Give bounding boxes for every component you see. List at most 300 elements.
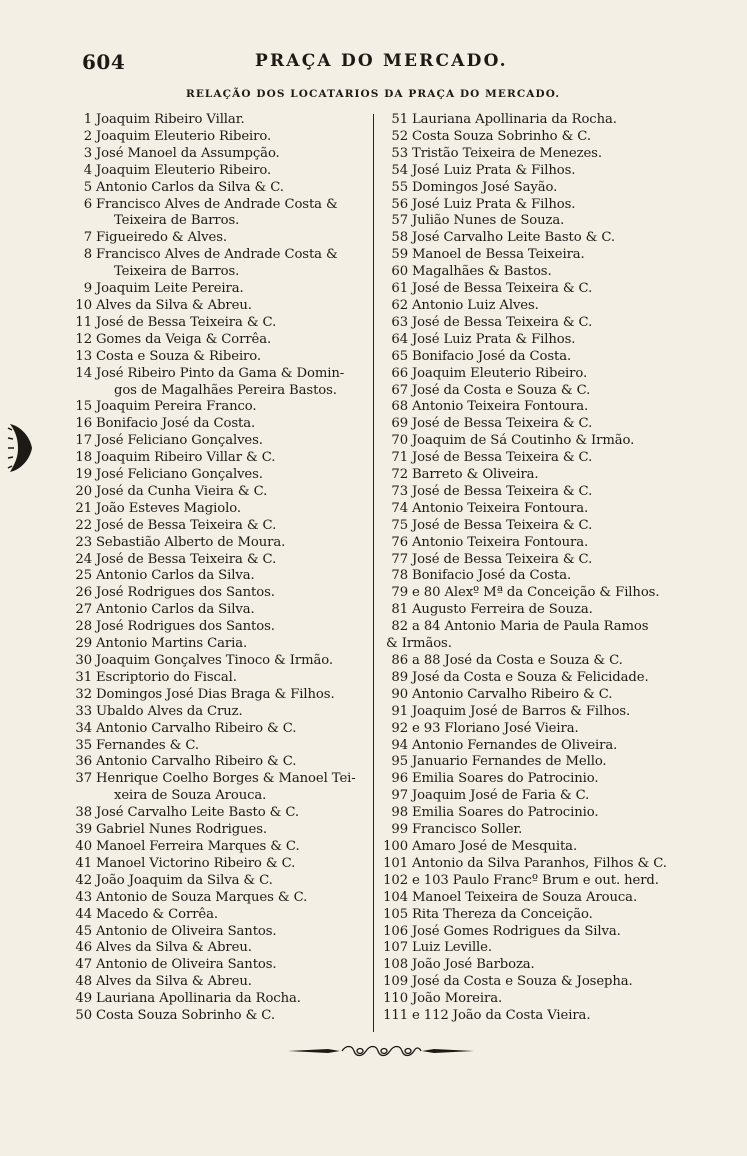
entry-number: 16 <box>75 416 92 432</box>
entry-name: a 88 José da Costa e Souza & C. <box>412 653 623 668</box>
entry-name: Antonio Teixeira Fontoura. <box>412 500 589 516</box>
entry-number: 105 <box>383 906 408 922</box>
list-item <box>378 163 696 180</box>
entry-name: e 112 João da Costa Vieira. <box>412 1008 591 1024</box>
list-item <box>72 839 370 856</box>
list-item <box>378 839 696 856</box>
entry-continuation: xeira de Souza Arouca. <box>114 788 267 804</box>
list-item <box>378 552 696 569</box>
list-item <box>378 940 696 957</box>
list-item <box>378 315 696 332</box>
entry-number: 6 <box>83 196 92 212</box>
entry-name: Joaquim José de Faria & C. <box>412 788 590 804</box>
decorative-rule-icon <box>288 1044 474 1058</box>
entry-number: 96 <box>391 771 408 787</box>
entry-name: José da Costa e Souza & Felicidade. <box>412 669 649 685</box>
entry-name: José Carvalho Leite Basto & C. <box>96 805 299 821</box>
entry-number: 64 <box>391 331 408 347</box>
list-item <box>378 873 696 890</box>
entry-number: 40 <box>75 838 92 854</box>
entry-name: José da Cunha Vieira & C. <box>96 483 268 499</box>
entry-number: 59 <box>391 247 408 263</box>
entry-name: Antonio Teixeira Fontoura. <box>412 534 589 550</box>
list-item <box>72 518 370 535</box>
list-item <box>72 467 370 484</box>
list-item <box>378 890 696 907</box>
entry-number: 81 <box>391 602 408 618</box>
entry-number: 86 <box>391 653 408 668</box>
entry-number: 19 <box>75 467 92 483</box>
entry-name: Emilia Soares do Patrocinio. <box>412 805 599 821</box>
entry-number: 63 <box>391 314 408 330</box>
entry-name: José Manoel da Assumpção. <box>96 145 280 161</box>
list-item <box>378 129 696 146</box>
left-column <box>72 112 370 1025</box>
entry-name: Antonio Carlos da Silva & C. <box>96 179 284 195</box>
entry-name: José da Costa e Souza & Josepha. <box>412 974 633 990</box>
list-item <box>72 180 370 197</box>
list-item <box>378 366 696 383</box>
entry-number: 3 <box>83 145 92 161</box>
entry-name: José de Bessa Teixeira & C. <box>96 551 277 567</box>
list-item <box>72 568 370 585</box>
entry-name: João Moreira. <box>412 991 503 1007</box>
list-item <box>378 822 696 839</box>
entry-name: José de Bessa Teixeira & C. <box>412 281 593 297</box>
list-item <box>378 957 696 974</box>
entry-number: 110 <box>383 991 408 1007</box>
entry-name: Antonio de Oliveira Santos. <box>96 957 277 973</box>
list-item <box>378 197 696 214</box>
entry-name: Antonio Martins Caria. <box>96 636 248 652</box>
entry-number: 111 <box>383 1008 408 1024</box>
list-item <box>72 873 370 890</box>
entry-number: 29 <box>75 636 92 652</box>
entry-number: 42 <box>75 872 92 888</box>
entry-number: 33 <box>75 703 92 719</box>
entry-number: 9 <box>83 281 92 297</box>
list-item <box>72 974 370 991</box>
entry-name: Bonifacio José da Costa. <box>96 416 256 432</box>
entry-name: José Feliciano Gonçalves. <box>96 433 263 449</box>
list-item <box>72 146 370 163</box>
entry-name: Antonio Teixeira Fontoura. <box>412 399 589 415</box>
entry-number: 69 <box>391 416 408 432</box>
entry-number: 43 <box>75 889 92 905</box>
entry-name: Escriptorio do Fiscal. <box>96 669 237 685</box>
entry-number: 68 <box>391 399 408 415</box>
list-item <box>72 771 370 788</box>
entry-number: 77 <box>391 551 408 567</box>
entry-number: 1 <box>83 112 92 127</box>
list-item <box>378 247 696 264</box>
entry-name: Sebastião Alberto de Moura. <box>96 534 286 550</box>
list-item <box>72 619 370 636</box>
list-item <box>378 399 696 416</box>
entry-number: 4 <box>83 162 92 178</box>
entry-name: Antonio Carvalho Ribeiro & C. <box>96 754 297 770</box>
entry-number: 18 <box>75 450 92 466</box>
list-item <box>72 501 370 518</box>
list-item <box>72 129 370 146</box>
list-item <box>72 754 370 771</box>
entry-number: 106 <box>383 923 408 939</box>
entry-name: Antonio Carvalho Ribeiro & C. <box>96 720 297 736</box>
entry-number: 35 <box>75 737 92 753</box>
entry-name: Manoel de Bessa Teixeira. <box>412 247 585 263</box>
entry-number: 21 <box>75 500 92 516</box>
page-header <box>0 50 747 72</box>
list-subtitle: RELAÇÃO DOS LOCATARIOS DA PRAÇA DO MERCADO. <box>186 88 561 100</box>
entry-number: 104 <box>383 889 408 905</box>
entry-name: José Carvalho Leite Basto & C. <box>412 230 615 246</box>
entry-number: 76 <box>391 534 408 550</box>
entry-number: 50 <box>75 1008 92 1024</box>
entry-number: 99 <box>391 822 408 838</box>
list-item <box>72 433 370 450</box>
entry-number: 32 <box>75 686 92 702</box>
entry-name: Joaquim Pereira Franco. <box>96 399 257 415</box>
list-item <box>378 771 696 788</box>
list-item <box>378 1008 696 1025</box>
list-item <box>378 146 696 163</box>
list-item <box>378 653 696 670</box>
entry-number: 46 <box>75 940 92 956</box>
entry-number: 8 <box>83 247 92 263</box>
entry-number: 23 <box>75 534 92 550</box>
entry-number: 73 <box>391 483 408 499</box>
entry-number: 12 <box>75 331 92 347</box>
entry-name: José Ribeiro Pinto da Gama & Domin- <box>96 365 345 381</box>
entry-name: Antonio de Souza Marques & C. <box>96 889 308 905</box>
entry-number: 95 <box>391 754 408 770</box>
list-item <box>378 856 696 873</box>
entry-number: 31 <box>75 669 92 685</box>
list-item <box>72 890 370 907</box>
entry-number: 27 <box>75 602 92 618</box>
entry-number: 75 <box>391 517 408 533</box>
list-item <box>72 366 370 383</box>
entry-number: 38 <box>75 805 92 821</box>
list-item <box>72 940 370 957</box>
list-item <box>72 957 370 974</box>
list-item <box>72 163 370 180</box>
entry-name: José Luiz Prata & Filhos. <box>412 196 576 212</box>
entry-number: 15 <box>75 399 92 415</box>
list-item <box>72 721 370 738</box>
list-item <box>72 670 370 687</box>
entry-number: 14 <box>75 365 92 381</box>
entry-name: Francisco Alves de Andrade Costa & <box>96 247 338 263</box>
entry-name: Antonio Fernandes de Oliveira. <box>412 737 618 753</box>
list-item <box>378 501 696 518</box>
entry-name: e 93 Floriano José Vieira. <box>412 720 579 736</box>
entry-number: 100 <box>383 838 408 854</box>
entry-number: 66 <box>391 365 408 381</box>
entry-name: Domingos José Dias Braga & Filhos. <box>96 686 335 702</box>
list-item <box>378 281 696 298</box>
list-item <box>378 416 696 433</box>
entry-number: 82 <box>391 619 408 635</box>
entry-name: Emilia Soares do Patrocinio. <box>412 771 599 787</box>
entry-name: Costa e Souza & Ribeiro. <box>96 348 261 364</box>
entry-number: 51 <box>391 112 408 127</box>
entry-name: José Feliciano Gonçalves. <box>96 467 263 483</box>
entry-name: João José Barboza. <box>412 957 535 973</box>
entry-number: 60 <box>391 264 408 280</box>
entry-name: Macedo & Corrêa. <box>96 906 218 922</box>
entry-number: 101 <box>383 855 408 871</box>
list-item <box>378 788 696 805</box>
list-item <box>72 585 370 602</box>
list-item <box>378 332 696 349</box>
entry-name: Antonio Carlos da Silva. <box>96 568 255 584</box>
list-item <box>72 281 370 298</box>
entry-name: Alves da Silva & Abreu. <box>96 940 252 956</box>
entry-number: 52 <box>391 128 408 144</box>
entry-name: Francisco Alves de Andrade Costa & <box>96 196 338 212</box>
list-item <box>72 738 370 755</box>
entry-name: Manoel Victorino Ribeiro & C. <box>96 855 296 871</box>
entry-number: 78 <box>391 568 408 584</box>
entry-number: 34 <box>75 720 92 736</box>
entry-name: João Esteves Magiolo. <box>96 500 241 516</box>
entry-name: Magalhães & Bastos. <box>412 264 552 280</box>
entry-number: 90 <box>391 686 408 702</box>
list-item <box>72 332 370 349</box>
entry-name: Gomes da Veiga & Corrêa. <box>96 331 272 347</box>
entry-name: Rita Thereza da Conceição. <box>412 906 593 922</box>
entry-number: 56 <box>391 196 408 212</box>
list-item <box>72 907 370 924</box>
list-item <box>72 991 370 1008</box>
entry-name: Joaquim Eleuterio Ribeiro. <box>96 162 272 178</box>
list-item <box>72 349 370 366</box>
entry-name: Luiz Leville. <box>412 940 492 956</box>
list-item <box>378 907 696 924</box>
list-item <box>72 805 370 822</box>
entry-name: Francisco Soller. <box>412 822 523 838</box>
entry-number: 17 <box>75 433 92 449</box>
entry-number: 7 <box>83 230 92 246</box>
list-item <box>378 602 696 619</box>
list-item <box>72 636 370 653</box>
entry-name: José da Costa e Souza & C. <box>412 382 591 398</box>
entry-continuation: Teixeira de Barros. <box>114 213 240 229</box>
list-item <box>72 653 370 670</box>
entry-name: Antonio da Silva Paranhos, Filhos & C. <box>412 855 667 871</box>
list-item <box>72 230 370 247</box>
entry-number: 49 <box>75 991 92 1007</box>
entry-name: e 103 Paulo Francº Brum e out. herd. <box>412 872 659 888</box>
entry-number: 94 <box>391 737 408 753</box>
entry-name: Domingos José Sayão. <box>412 179 558 195</box>
entry-number: 5 <box>83 179 92 195</box>
entry-number: 67 <box>391 382 408 398</box>
list-item <box>72 856 370 873</box>
entry-name: Manoel Teixeira de Souza Arouca. <box>412 889 638 905</box>
entry-name: Antonio Luiz Alves. <box>412 297 539 313</box>
list-item <box>378 484 696 501</box>
right-column <box>378 112 696 1025</box>
entry-number: 13 <box>75 348 92 364</box>
list-item <box>72 197 370 214</box>
list-item <box>378 805 696 822</box>
entry-number: 41 <box>75 855 92 871</box>
list-item <box>378 112 696 129</box>
list-item <box>72 822 370 839</box>
entry-number: 45 <box>75 923 92 939</box>
entry-name: Joaquim Ribeiro Villar & C. <box>96 450 276 466</box>
list-item <box>72 924 370 941</box>
entry-number: 72 <box>391 467 408 483</box>
list-item <box>72 484 370 501</box>
entry-number: 44 <box>75 906 92 922</box>
entry-number: 74 <box>391 500 408 516</box>
entry-name: Julião Nunes de Souza. <box>412 213 565 229</box>
entry-name: a 84 Antonio Maria de Paula Ramos <box>412 619 649 635</box>
entry-number: 2 <box>83 128 92 144</box>
entry-name: Joaquim Gonçalves Tinoco & Irmão. <box>96 653 333 668</box>
entry-name: José Luiz Prata & Filhos. <box>412 162 576 178</box>
page-title: PRAÇA DO MERCADO. <box>255 51 508 71</box>
entry-name: Bonifacio José da Costa. <box>412 568 572 584</box>
list-item <box>378 687 696 704</box>
binding-mark-icon <box>6 418 36 478</box>
list-item <box>72 298 370 315</box>
list-item <box>378 704 696 721</box>
entry-number: 70 <box>391 433 408 449</box>
entry-number: 79 <box>391 585 408 601</box>
page-number: 604 <box>82 50 126 74</box>
entry-name: Tristão Teixeira de Menezes. <box>412 145 602 161</box>
entry-name: José de Bessa Teixeira & C. <box>412 450 593 466</box>
list-item <box>378 433 696 450</box>
entry-number: 108 <box>383 957 408 973</box>
entry-number: 89 <box>391 669 408 685</box>
entry-number: 107 <box>383 940 408 956</box>
entry-number: 98 <box>391 805 408 821</box>
entry-name: José Rodrigues dos Santos. <box>96 619 275 635</box>
entry-name: Joaquim Leite Pereira. <box>96 281 244 297</box>
list-item <box>378 298 696 315</box>
list-item <box>72 450 370 467</box>
entry-number: 22 <box>75 517 92 533</box>
entry-name: Alves da Silva & Abreu. <box>96 974 252 990</box>
list-item <box>72 552 370 569</box>
entry-number: 20 <box>75 483 92 499</box>
entry-number: 55 <box>391 179 408 195</box>
list-item <box>72 112 370 129</box>
entry-number: 65 <box>391 348 408 364</box>
entry-number: 57 <box>391 213 408 229</box>
entry-number: 53 <box>391 145 408 161</box>
list-item <box>378 924 696 941</box>
entry-name: Manoel Ferreira Marques & C. <box>96 838 300 854</box>
entry-name: José de Bessa Teixeira & C. <box>412 416 593 432</box>
entry-number: 25 <box>75 568 92 584</box>
list-item <box>378 619 696 636</box>
list-item <box>72 399 370 416</box>
entry-number: 48 <box>75 974 92 990</box>
list-item <box>378 585 696 602</box>
entry-name: José de Bessa Teixeira & C. <box>412 483 593 499</box>
list-item <box>378 991 696 1008</box>
entry-number: 92 <box>391 720 408 736</box>
entry-number: 11 <box>75 314 92 330</box>
entry-number: 61 <box>391 281 408 297</box>
entry-number: 109 <box>383 974 408 990</box>
entry-name: Antonio Carlos da Silva. <box>96 602 255 618</box>
entry-name: e 80 Alexº Mª da Conceição & Filhos. <box>412 585 660 601</box>
entry-number: 62 <box>391 297 408 313</box>
entry-name: José Gomes Rodrigues da Silva. <box>412 923 621 939</box>
entry-name: José de Bessa Teixeira & C. <box>412 314 593 330</box>
list-item <box>72 602 370 619</box>
entry-number: 24 <box>75 551 92 567</box>
list-item <box>378 721 696 738</box>
list-item <box>72 315 370 332</box>
entry-name: Joaquim Eleuterio Ribeiro. <box>96 128 272 144</box>
entry-number: 47 <box>75 957 92 973</box>
entry-number: 54 <box>391 162 408 178</box>
entry-name: Bonifacio José da Costa. <box>412 348 572 364</box>
entry-continuation: & Irmãos. <box>386 636 452 652</box>
entry-name: Joaquim Eleuterio Ribeiro. <box>412 365 588 381</box>
list-item <box>378 180 696 197</box>
list-item <box>378 754 696 771</box>
list-item <box>378 738 696 755</box>
entry-continuation: Teixeira de Barros. <box>114 264 240 280</box>
list-item <box>378 535 696 552</box>
entry-name: Henrique Coelho Borges & Manoel Tei- <box>96 771 356 787</box>
list-item <box>72 416 370 433</box>
entry-number: 26 <box>75 585 92 601</box>
list-item <box>378 974 696 991</box>
column-divider <box>373 114 374 1032</box>
list-item <box>72 704 370 721</box>
list-item <box>72 535 370 552</box>
entry-continuation: gos de Magalhães Pereira Bastos. <box>114 382 337 398</box>
list-item <box>378 568 696 585</box>
entry-number: 37 <box>75 771 92 787</box>
list-item <box>72 687 370 704</box>
entry-name: Barreto & Oliveira. <box>412 467 539 483</box>
entry-name: Lauriana Apollinaria da Rocha. <box>96 991 301 1007</box>
entry-name: Costa Souza Sobrinho & C. <box>412 128 591 144</box>
entry-name: Joaquim José de Barros & Filhos. <box>412 703 631 719</box>
entry-name: Ubaldo Alves da Cruz. <box>96 703 243 719</box>
entry-name: José Luiz Prata & Filhos. <box>412 331 576 347</box>
list-item <box>378 450 696 467</box>
list-item <box>378 670 696 687</box>
entry-name: Antonio Carvalho Ribeiro & C. <box>412 686 613 702</box>
entry-number: 71 <box>391 450 408 466</box>
entry-name: Fernandes & C. <box>96 737 199 753</box>
entry-name: Joaquim Ribeiro Villar. <box>96 112 245 127</box>
entry-number: 36 <box>75 754 92 770</box>
list-item <box>378 264 696 281</box>
list-item <box>378 518 696 535</box>
entry-name: Lauriana Apollinaria da Rocha. <box>412 112 617 127</box>
entry-name: José Rodrigues dos Santos. <box>96 585 275 601</box>
entry-name: Figueiredo & Alves. <box>96 230 227 246</box>
list-item <box>72 247 370 264</box>
entry-name: Januario Fernandes de Mello. <box>412 754 607 770</box>
entry-name: Joaquim de Sá Coutinho & Irmão. <box>412 433 635 449</box>
entry-number: 30 <box>75 653 92 668</box>
entry-name: José de Bessa Teixeira & C. <box>412 517 593 533</box>
